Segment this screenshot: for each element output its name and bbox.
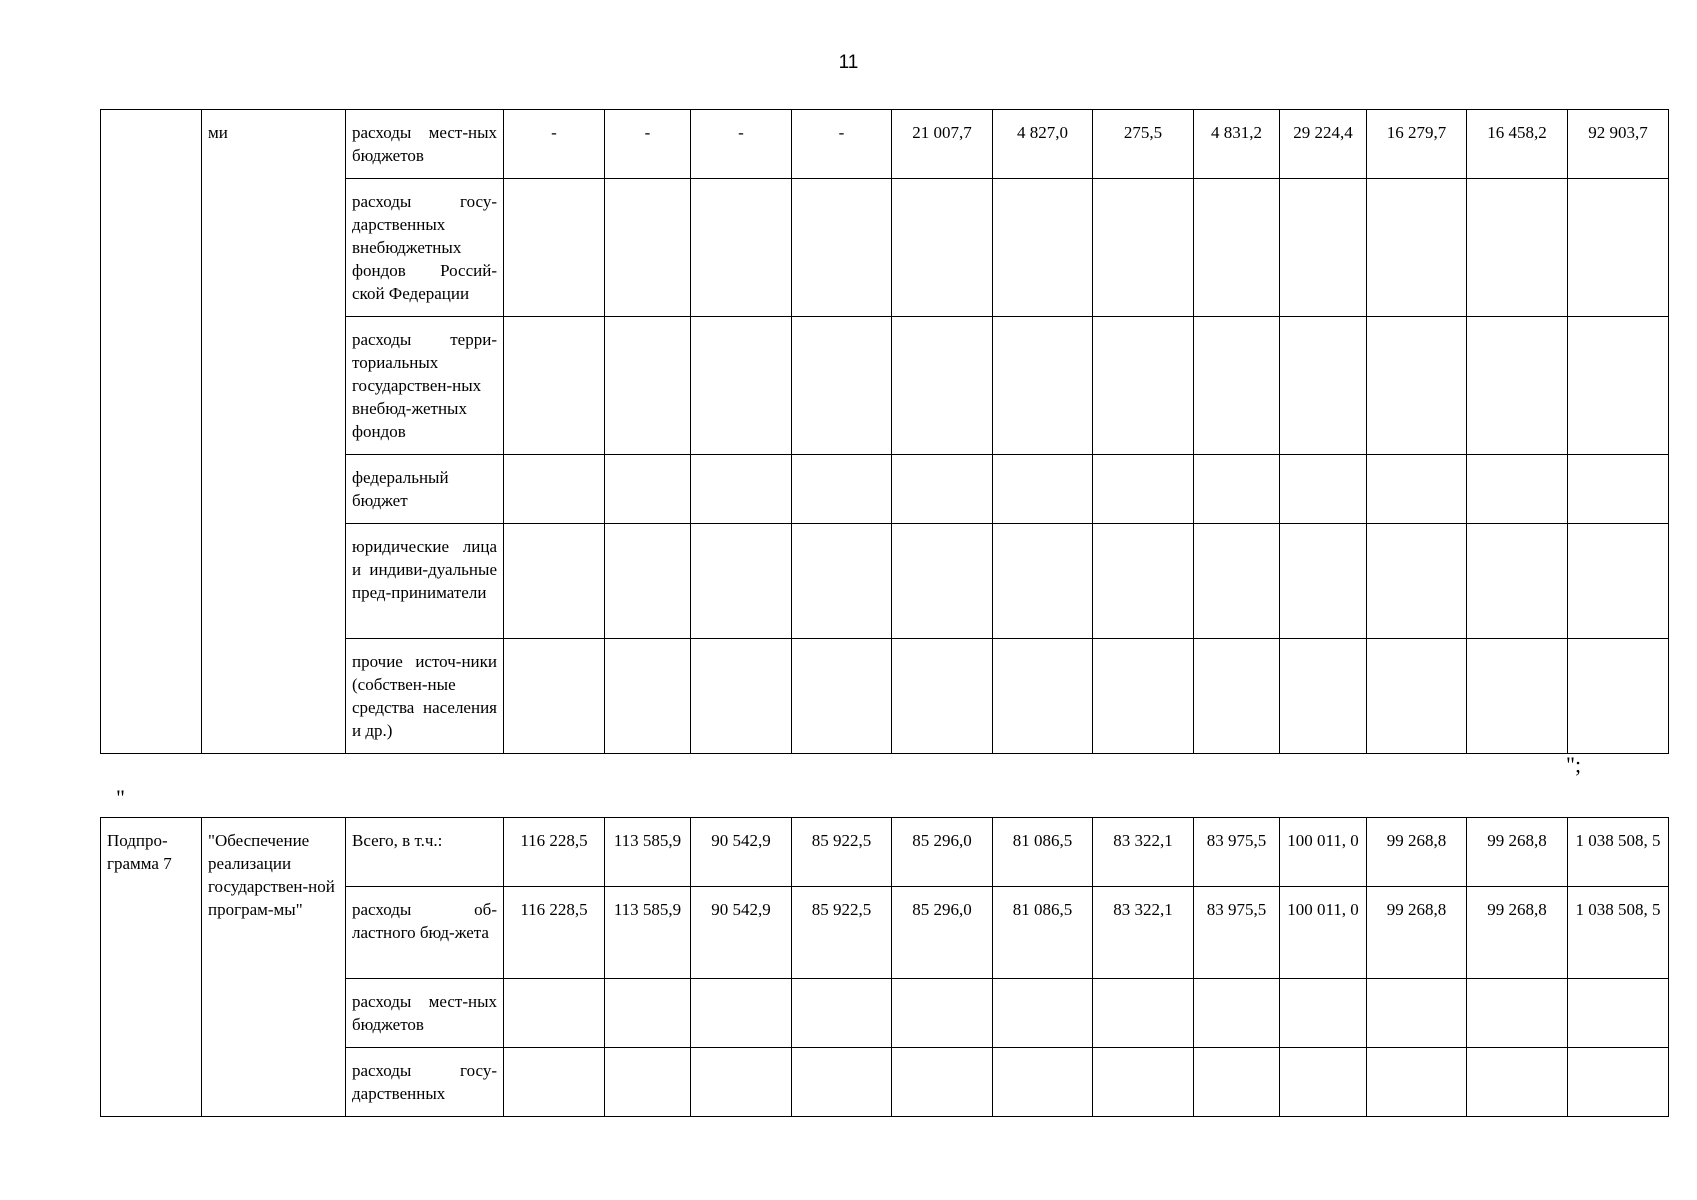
- value-cell: [792, 979, 892, 1048]
- value-cell: [1093, 639, 1194, 754]
- value-cell: [1093, 524, 1194, 639]
- table-row: [101, 110, 1669, 179]
- value-cell: [1093, 1048, 1194, 1117]
- value-cell: [504, 524, 605, 639]
- value-cell: [892, 979, 993, 1048]
- value-cell: [691, 1048, 792, 1117]
- value-cell: 116 228,5: [504, 887, 605, 979]
- value-cell: [1367, 179, 1467, 317]
- value-cell: [1467, 455, 1568, 524]
- funding-source-cell: расходы терри-ториальных государствен-ных внебюд-жетных фондов: [346, 317, 504, 455]
- value-cell: 275,5: [1093, 110, 1194, 179]
- value-cell: 113 585,9: [605, 887, 691, 979]
- value-cell: 116 228,5: [504, 818, 605, 887]
- value-cell: 113 585,9: [605, 818, 691, 887]
- value-cell: [1568, 179, 1669, 317]
- value-cell: 1 038 508, 5: [1568, 887, 1669, 979]
- value-cell: [1367, 455, 1467, 524]
- value-cell: [691, 455, 792, 524]
- value-cell: [1568, 524, 1669, 639]
- program-cell: [101, 110, 202, 754]
- value-cell: [1093, 179, 1194, 317]
- value-cell: [892, 317, 993, 455]
- value-cell: [504, 317, 605, 455]
- value-cell: [1568, 1048, 1669, 1117]
- funding-source-cell: расходы госу-дарственных внебюджетных фондов Россий-ской Федерации: [346, 179, 504, 317]
- value-cell: 83 322,1: [1093, 818, 1194, 887]
- value-cell: 99 268,8: [1367, 818, 1467, 887]
- value-cell: [892, 455, 993, 524]
- closing-quote: ";: [1566, 752, 1582, 777]
- budget-table-subprogram-7: [100, 817, 1669, 1117]
- value-cell: [691, 524, 792, 639]
- value-cell: [892, 1048, 993, 1117]
- value-cell: -: [792, 110, 892, 179]
- value-cell: 16 279,7: [1367, 110, 1467, 179]
- value-cell: [1280, 639, 1367, 754]
- value-cell: [1194, 524, 1280, 639]
- value-cell: [504, 979, 605, 1048]
- value-cell: 81 086,5: [993, 887, 1093, 979]
- value-cell: [1194, 639, 1280, 754]
- value-cell: 90 542,9: [691, 887, 792, 979]
- funding-source-cell: расходы госу-дарственных: [346, 1048, 504, 1117]
- value-cell: [691, 979, 792, 1048]
- value-cell: [1194, 1048, 1280, 1117]
- value-cell: [1194, 317, 1280, 455]
- value-cell: -: [605, 110, 691, 179]
- value-cell: 21 007,7: [892, 110, 993, 179]
- value-cell: 90 542,9: [691, 818, 792, 887]
- program-name-cell: "Обеспечение реализации государствен-ной програм-мы": [202, 818, 346, 1117]
- value-cell: [504, 639, 605, 754]
- value-cell: [892, 639, 993, 754]
- funding-source-cell: юридические лица и индиви-дуальные пред-приниматели: [346, 524, 504, 639]
- value-cell: [504, 455, 605, 524]
- value-cell: 1 038 508, 5: [1568, 818, 1669, 887]
- value-cell: [1568, 455, 1669, 524]
- funding-source-cell: федеральный бюджет: [346, 455, 504, 524]
- budget-table-continued: [100, 109, 1669, 754]
- value-cell: 83 322,1: [1093, 887, 1194, 979]
- program-name-cell: ми: [202, 110, 346, 754]
- value-cell: [1568, 317, 1669, 455]
- value-cell: [1367, 639, 1467, 754]
- value-cell: [691, 179, 792, 317]
- value-cell: 83 975,5: [1194, 887, 1280, 979]
- value-cell: [605, 179, 691, 317]
- value-cell: [1367, 979, 1467, 1048]
- value-cell: [504, 1048, 605, 1117]
- value-cell: 16 458,2: [1467, 110, 1568, 179]
- value-cell: [993, 979, 1093, 1048]
- value-cell: [1280, 317, 1367, 455]
- funding-source-cell: Всего, в т.ч.:: [346, 818, 504, 887]
- table-row: [101, 818, 1669, 887]
- value-cell: [993, 179, 1093, 317]
- value-cell: 92 903,7: [1568, 110, 1669, 179]
- value-cell: [1280, 455, 1367, 524]
- value-cell: [1093, 317, 1194, 455]
- value-cell: [1467, 317, 1568, 455]
- value-cell: [1280, 179, 1367, 317]
- value-cell: [1467, 1048, 1568, 1117]
- value-cell: 99 268,8: [1467, 818, 1568, 887]
- value-cell: [792, 1048, 892, 1117]
- value-cell: 29 224,4: [1280, 110, 1367, 179]
- value-cell: [792, 524, 892, 639]
- value-cell: 85 922,5: [792, 887, 892, 979]
- value-cell: 81 086,5: [993, 818, 1093, 887]
- value-cell: [1467, 639, 1568, 754]
- value-cell: [892, 524, 993, 639]
- value-cell: [993, 639, 1093, 754]
- value-cell: [892, 179, 993, 317]
- value-cell: 100 011, 0: [1280, 887, 1367, 979]
- value-cell: -: [504, 110, 605, 179]
- funding-source-cell: расходы мест-ных бюджетов: [346, 979, 504, 1048]
- value-cell: [605, 979, 691, 1048]
- value-cell: [504, 179, 605, 317]
- value-cell: [1467, 979, 1568, 1048]
- funding-source-cell: расходы об-ластного бюд-жета: [346, 887, 504, 979]
- value-cell: 4 827,0: [993, 110, 1093, 179]
- value-cell: [1367, 524, 1467, 639]
- value-cell: [605, 524, 691, 639]
- value-cell: [1568, 979, 1669, 1048]
- value-cell: [792, 179, 892, 317]
- value-cell: [1093, 979, 1194, 1048]
- value-cell: [605, 639, 691, 754]
- value-cell: [1280, 524, 1367, 639]
- value-cell: 100 011, 0: [1280, 818, 1367, 887]
- value-cell: [1367, 317, 1467, 455]
- value-cell: -: [691, 110, 792, 179]
- value-cell: [792, 639, 892, 754]
- value-cell: 99 268,8: [1467, 887, 1568, 979]
- value-cell: [792, 455, 892, 524]
- value-cell: [993, 1048, 1093, 1117]
- value-cell: 99 268,8: [1367, 887, 1467, 979]
- value-cell: [605, 317, 691, 455]
- funding-source-cell: расходы мест-ных бюджетов: [346, 110, 504, 179]
- value-cell: 83 975,5: [1194, 818, 1280, 887]
- value-cell: [1280, 1048, 1367, 1117]
- value-cell: [1194, 179, 1280, 317]
- value-cell: [1280, 979, 1367, 1048]
- value-cell: [605, 1048, 691, 1117]
- value-cell: [1568, 639, 1669, 754]
- value-cell: [993, 524, 1093, 639]
- value-cell: 85 296,0: [892, 818, 993, 887]
- value-cell: 4 831,2: [1194, 110, 1280, 179]
- program-cell: Подпро-грамма 7: [101, 818, 202, 1117]
- value-cell: [605, 455, 691, 524]
- page-number: 11: [838, 52, 859, 73]
- opening-quote: ": [116, 785, 125, 810]
- funding-source-cell: прочие источ-ники (собствен-ные средства населения и др.): [346, 639, 504, 754]
- value-cell: [1093, 455, 1194, 524]
- value-cell: 85 296,0: [892, 887, 993, 979]
- value-cell: 85 922,5: [792, 818, 892, 887]
- value-cell: [1194, 455, 1280, 524]
- value-cell: [1467, 179, 1568, 317]
- value-cell: [993, 317, 1093, 455]
- value-cell: [993, 455, 1093, 524]
- value-cell: [1194, 979, 1280, 1048]
- value-cell: [691, 639, 792, 754]
- value-cell: [1467, 524, 1568, 639]
- value-cell: [792, 317, 892, 455]
- value-cell: [1367, 1048, 1467, 1117]
- value-cell: [691, 317, 792, 455]
